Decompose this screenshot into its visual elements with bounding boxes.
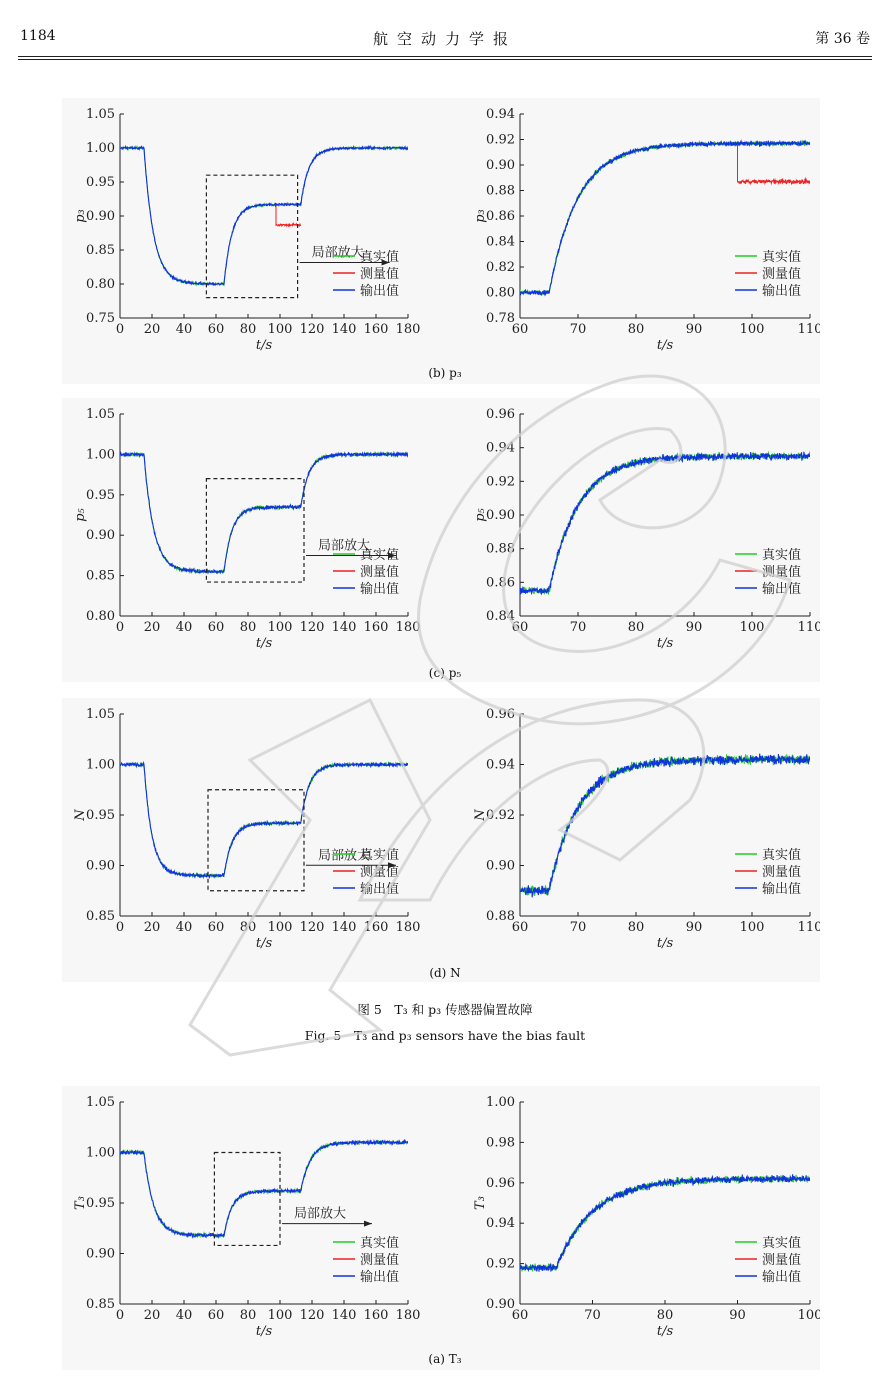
p5-zoom-y-tick-label: 0.84 bbox=[486, 609, 515, 624]
T3-overview-y-tick-label: 0.85 bbox=[86, 1297, 115, 1312]
p5-overview-x-tick-label: 20 bbox=[143, 620, 161, 635]
p5-overview-x-tick-label: 0 bbox=[115, 620, 125, 635]
p5-zoom-y-axis-label: p₅ bbox=[473, 508, 488, 522]
p5-overview-x-tick-label: 60 bbox=[207, 620, 225, 635]
p3-overview-x-tick-label: 40 bbox=[175, 322, 193, 337]
p5-zoom-legend-label: 测量值 bbox=[762, 565, 802, 580]
T3-zoom-x-tick-label: 70 bbox=[584, 1308, 601, 1323]
N-overview-x-tick-label: 20 bbox=[143, 920, 161, 935]
T3-overview-x-tick-label: 80 bbox=[239, 1308, 257, 1323]
N-zoom-y-tick-label: 0.96 bbox=[486, 707, 515, 722]
journal-title: 航空动力学报 bbox=[372, 30, 517, 48]
p3-overview-x-tick-label: 80 bbox=[239, 322, 257, 337]
T3-overview-x-tick-label: 160 bbox=[363, 1308, 389, 1323]
p5-overview-y-tick-label: 1.05 bbox=[86, 407, 115, 422]
p5-overview-y-tick-label: 0.95 bbox=[86, 487, 115, 503]
p3-zoom-y-tick-label: 0.90 bbox=[486, 158, 515, 173]
N-overview-x-tick-label: 100 bbox=[267, 920, 293, 935]
p5-overview-x-tick-label: 140 bbox=[331, 620, 357, 635]
T3-zoom-y-tick-label: 0.92 bbox=[486, 1256, 515, 1272]
T3-zoom-x-tick-label: 80 bbox=[656, 1308, 674, 1323]
p3-zoom-legend-label: 测量值 bbox=[762, 267, 802, 282]
N-zoom-x-tick-label: 110 bbox=[797, 920, 820, 935]
p5-zoom-y-tick-label: 0.86 bbox=[486, 575, 515, 591]
sub-caption-T3: (a) T₃ bbox=[428, 1352, 462, 1366]
sub-caption-p5: (c) p₅ bbox=[428, 666, 462, 680]
p5-overview-legend-label: 输出值 bbox=[360, 582, 400, 597]
N-zoom-x-tick-label: 70 bbox=[569, 920, 587, 935]
T3-zoom-y-tick-label: 1.00 bbox=[486, 1095, 515, 1110]
p3-zoom-y-tick-label: 0.86 bbox=[486, 209, 515, 224]
volume-label: 第 36 卷 bbox=[815, 31, 870, 47]
T3-zoom-y-tick-label: 0.94 bbox=[486, 1216, 515, 1232]
p3-overview-legend-label: 测量值 bbox=[360, 267, 400, 282]
figure5-caption-cn: 图 5 T₃ 和 p₃ 传感器偏置故障 bbox=[357, 1002, 533, 1017]
N-overview-x-tick-label: 40 bbox=[175, 920, 193, 935]
p3-overview-y-tick-label: 0.75 bbox=[86, 311, 115, 326]
T3-zoom-y-axis-label: T₃ bbox=[473, 1196, 488, 1210]
p3-zoom-x-axis-label: t/s bbox=[656, 338, 674, 353]
p5-zoom-legend-label: 输出值 bbox=[762, 582, 802, 597]
p3-zoom-y-tick-label: 0.92 bbox=[486, 132, 515, 148]
N-overview-x-tick-label: 120 bbox=[299, 920, 325, 935]
p3-overview-x-tick-label: 120 bbox=[299, 322, 325, 337]
p5-zoom-x-tick-label: 70 bbox=[569, 620, 587, 635]
p3-zoom-y-tick-label: 0.78 bbox=[486, 311, 515, 326]
N-overview-legend-label: 测量值 bbox=[360, 865, 400, 880]
p3-overview-y-axis-label: p₃ bbox=[73, 209, 88, 223]
T3-zoom-x-tick-label: 100 bbox=[797, 1308, 820, 1323]
figure5-caption-en: Fig. 5 T₃ and p₃ sensors have the bias fault bbox=[304, 1028, 586, 1043]
p3-overview-x-tick-label: 160 bbox=[363, 322, 389, 337]
N-zoom-legend-label: 输出值 bbox=[762, 882, 802, 897]
T3-overview-y-tick-label: 1.00 bbox=[86, 1145, 115, 1161]
N-zoom-label: 局部放大 bbox=[318, 848, 371, 864]
N-overview-x-tick-label: 80 bbox=[239, 920, 257, 935]
N-zoom-y-tick-label: 0.92 bbox=[486, 808, 515, 823]
N-overview-y-tick-label: 0.95 bbox=[86, 808, 115, 823]
T3-zoom-legend-label: 真实值 bbox=[762, 1236, 802, 1251]
p3-overview-y-tick-label: 0.90 bbox=[86, 209, 115, 224]
p5-zoom-x-tick-label: 90 bbox=[685, 620, 703, 635]
p5-zoom-y-tick-label: 0.94 bbox=[486, 440, 515, 456]
N-overview-legend-label: 真实值 bbox=[360, 848, 400, 863]
p5-zoom-x-tick-label: 110 bbox=[797, 620, 820, 635]
p3-overview-x-tick-label: 60 bbox=[207, 322, 225, 337]
p5-zoom-y-tick-label: 0.90 bbox=[486, 508, 515, 523]
T3-zoom-y-tick-label: 0.98 bbox=[486, 1135, 515, 1151]
p5-zoom-label: 局部放大 bbox=[318, 538, 371, 554]
N-overview-x-axis-label: t/s bbox=[255, 936, 273, 951]
p3-zoom-legend-label: 真实值 bbox=[762, 250, 802, 265]
T3-zoom-x-axis-label: t/s bbox=[656, 1324, 674, 1339]
N-overview-x-tick-label: 0 bbox=[115, 920, 125, 935]
p5-overview-x-axis-label: t/s bbox=[255, 636, 273, 651]
p3-overview-y-tick-label: 0.80 bbox=[86, 277, 115, 292]
p3-zoom-y-tick-label: 0.80 bbox=[486, 285, 515, 301]
p5-overview-x-tick-label: 40 bbox=[175, 620, 193, 635]
p3-zoom-legend-label: 输出值 bbox=[762, 284, 802, 299]
p3-overview-x-tick-label: 0 bbox=[115, 322, 125, 337]
N-overview-y-axis-label: N bbox=[73, 809, 88, 821]
p5-overview-x-tick-label: 120 bbox=[299, 620, 325, 635]
T3-zoom-legend-label: 测量值 bbox=[762, 1253, 802, 1268]
p3-overview-legend-label: 输出值 bbox=[360, 284, 400, 299]
N-overview-x-tick-label: 160 bbox=[363, 920, 389, 935]
p5-zoom-x-tick-label: 100 bbox=[739, 620, 765, 635]
p5-zoom-y-tick-label: 0.96 bbox=[486, 407, 515, 422]
T3-overview-x-tick-label: 180 bbox=[395, 1308, 421, 1323]
p3-zoom-label: 局部放大 bbox=[311, 245, 364, 261]
T3-overview-y-tick-label: 0.95 bbox=[86, 1196, 115, 1211]
p3-zoom-y-tick-label: 0.84 bbox=[486, 234, 515, 250]
p3-overview-y-tick-label: 1.00 bbox=[86, 141, 115, 156]
T3-overview-x-tick-label: 120 bbox=[299, 1308, 325, 1323]
p5-zoom-y-tick-label: 0.92 bbox=[486, 474, 515, 490]
N-zoom-legend-label: 真实值 bbox=[762, 848, 802, 863]
p5-overview-y-tick-label: 0.80 bbox=[86, 609, 115, 624]
T3-overview-x-tick-label: 0 bbox=[115, 1308, 125, 1323]
p5-zoom-legend-label: 真实值 bbox=[762, 548, 802, 563]
T3-zoom-legend-label: 输出值 bbox=[762, 1270, 802, 1285]
N-overview-y-tick-label: 1.05 bbox=[86, 707, 115, 722]
p3-overview-x-axis-label: t/s bbox=[255, 338, 273, 353]
p3-zoom-y-tick-label: 0.88 bbox=[486, 183, 515, 199]
sub-caption-N: (d) N bbox=[429, 966, 461, 980]
p5-zoom-y-tick-label: 0.88 bbox=[486, 541, 515, 557]
p3-overview-x-tick-label: 20 bbox=[143, 322, 161, 337]
T3-overview-x-tick-label: 20 bbox=[143, 1308, 161, 1323]
p3-overview-x-tick-label: 180 bbox=[395, 322, 421, 337]
page-number: 1184 bbox=[20, 28, 56, 44]
p3-zoom-y-axis-label: p₃ bbox=[473, 209, 488, 223]
T3-overview-y-tick-label: 0.90 bbox=[86, 1246, 115, 1262]
N-overview-x-tick-label: 60 bbox=[207, 920, 225, 935]
N-zoom-x-tick-label: 60 bbox=[511, 920, 529, 935]
p3-zoom-x-tick-label: 60 bbox=[511, 322, 529, 337]
T3-overview-x-tick-label: 40 bbox=[175, 1308, 193, 1323]
p3-zoom-x-tick-label: 100 bbox=[739, 322, 765, 337]
N-overview-y-tick-label: 0.85 bbox=[86, 909, 115, 924]
T3-overview-legend-label: 测量值 bbox=[360, 1253, 400, 1268]
N-zoom-y-axis-label: N bbox=[473, 809, 488, 821]
p3-overview-y-tick-label: 1.05 bbox=[86, 107, 115, 122]
T3-overview-y-tick-label: 1.05 bbox=[86, 1095, 115, 1110]
T3-zoom-x-tick-label: 90 bbox=[729, 1308, 746, 1323]
p3-overview-x-tick-label: 140 bbox=[331, 322, 357, 337]
N-zoom-x-tick-label: 90 bbox=[685, 920, 703, 935]
p3-zoom-x-tick-label: 70 bbox=[569, 322, 587, 337]
p3-zoom-x-tick-label: 90 bbox=[685, 322, 703, 337]
p5-overview-y-tick-label: 0.85 bbox=[86, 568, 115, 584]
N-overview-x-tick-label: 180 bbox=[395, 920, 421, 935]
p5-overview-x-tick-label: 180 bbox=[395, 620, 421, 635]
N-overview-y-tick-label: 1.00 bbox=[86, 757, 115, 773]
p5-overview-legend-label: 测量值 bbox=[360, 565, 400, 580]
N-overview-y-tick-label: 0.90 bbox=[86, 858, 115, 874]
T3-zoom-x-tick-label: 60 bbox=[511, 1308, 529, 1323]
N-zoom-y-tick-label: 0.88 bbox=[486, 909, 515, 924]
p5-overview-x-tick-label: 100 bbox=[267, 620, 293, 635]
p5-overview-x-tick-label: 80 bbox=[239, 620, 257, 635]
p5-overview-y-tick-label: 1.00 bbox=[86, 447, 115, 463]
N-zoom-x-tick-label: 80 bbox=[627, 920, 645, 935]
T3-zoom-y-tick-label: 0.90 bbox=[486, 1297, 515, 1312]
N-zoom-y-tick-label: 0.94 bbox=[486, 757, 515, 773]
T3-overview-legend-label: 输出值 bbox=[360, 1270, 400, 1285]
sub-caption-p3: (b) p₃ bbox=[428, 366, 462, 380]
p5-zoom-x-axis-label: t/s bbox=[656, 636, 674, 651]
T3-zoom-y-tick-label: 0.96 bbox=[486, 1175, 515, 1191]
p3-overview-legend-label: 真实值 bbox=[360, 250, 400, 265]
p3-overview-y-tick-label: 0.85 bbox=[86, 243, 115, 258]
N-overview-x-tick-label: 140 bbox=[331, 920, 357, 935]
p3-zoom-x-tick-label: 110 bbox=[797, 322, 820, 337]
N-zoom-x-axis-label: t/s bbox=[656, 936, 674, 951]
N-overview-legend-label: 输出值 bbox=[360, 882, 400, 897]
N-zoom-x-tick-label: 100 bbox=[739, 920, 765, 935]
T3-overview-y-axis-label: T₃ bbox=[73, 1196, 88, 1210]
N-zoom-y-tick-label: 0.90 bbox=[486, 858, 515, 874]
p3-zoom-y-tick-label: 0.82 bbox=[486, 260, 515, 275]
p3-overview-y-tick-label: 0.95 bbox=[86, 175, 115, 190]
p5-overview-y-tick-label: 0.90 bbox=[86, 528, 115, 544]
p3-overview-x-tick-label: 100 bbox=[267, 322, 293, 337]
T3-overview-x-tick-label: 100 bbox=[267, 1308, 293, 1323]
T3-overview-x-tick-label: 60 bbox=[207, 1308, 225, 1323]
T3-overview-x-tick-label: 140 bbox=[331, 1308, 357, 1323]
p5-overview-legend-label: 真实值 bbox=[360, 548, 400, 563]
p5-zoom-x-tick-label: 60 bbox=[511, 620, 529, 635]
T3-overview-legend-label: 真实值 bbox=[360, 1236, 400, 1251]
T3-overview-x-axis-label: t/s bbox=[255, 1324, 273, 1339]
p3-zoom-y-tick-label: 0.94 bbox=[486, 107, 515, 122]
p5-overview-y-axis-label: p₅ bbox=[73, 508, 88, 522]
p5-zoom-x-tick-label: 80 bbox=[627, 620, 645, 635]
p5-overview-x-tick-label: 160 bbox=[363, 620, 389, 635]
p3-zoom-x-tick-label: 80 bbox=[627, 322, 645, 337]
T3-zoom-label: 局部放大 bbox=[294, 1206, 347, 1222]
N-zoom-legend-label: 测量值 bbox=[762, 865, 802, 880]
